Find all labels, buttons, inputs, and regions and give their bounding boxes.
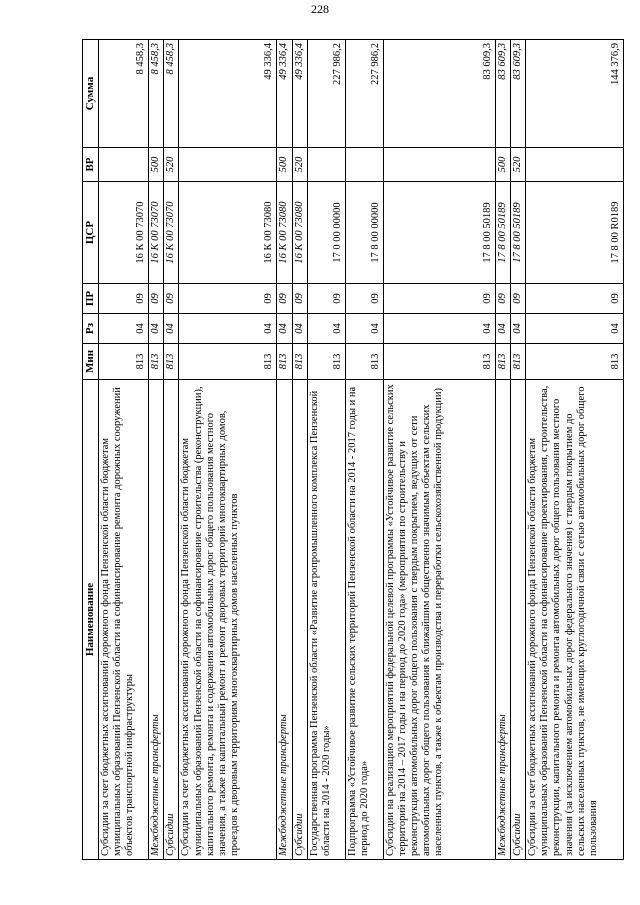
row-rz: 04 <box>179 314 277 344</box>
row-sum: 8 458,3 <box>149 40 164 148</box>
row-min: 813 <box>307 344 345 380</box>
row-min: 813 <box>149 344 164 380</box>
row-sum: 83 609,3 <box>495 40 510 148</box>
row-vr <box>307 148 345 182</box>
row-pr: 09 <box>164 284 179 314</box>
row-pr: 09 <box>526 284 624 314</box>
row-vr <box>345 148 383 182</box>
header-rz: Рз <box>83 314 99 344</box>
table-row <box>345 40 383 860</box>
row-csr: 16 К 00 73080 <box>292 182 307 284</box>
row-csr: 17 8 00 R0189 <box>526 182 624 284</box>
row-min: 813 <box>383 344 495 380</box>
row-vr <box>99 148 149 182</box>
row-name: Субсидии за счет бюджетных ассигнований дорожного фонда Пензенской области бюджетам муниципальных образований Пензенской области на софинансирование проектирования, строительства, реконструкции, капитального ремонта и ремонта автомобильных дорог общего пользования местного значения (за исключением автомобильных дорог федерального значения) с твердым покрытием до сельских населенных пунктов, не имеющих круглогодичной связи с сетью автомобильных дорог общего пользования <box>526 380 624 860</box>
row-min: 813 <box>164 344 179 380</box>
row-csr: 17 8 00 00000 <box>345 182 383 284</box>
row-sum: 83 609,3 <box>510 40 525 148</box>
row-rz: 04 <box>149 314 164 344</box>
header-min: Мин <box>83 344 99 380</box>
header-csr: ЦСР <box>83 182 99 284</box>
row-pr: 09 <box>149 284 164 314</box>
row-sum: 227 986,2 <box>345 40 383 148</box>
row-pr: 09 <box>277 284 292 314</box>
row-name: Субсидии за счет бюджетных ассигнований дорожного фонда Пензенской области бюджетам муниципальных образований Пензенской области на софинансирование ремонта дорожных сооружений объектов транспортной инфраструктуры <box>99 380 149 860</box>
budget-table <box>82 39 624 860</box>
row-vr <box>179 148 277 182</box>
row-vr <box>383 148 495 182</box>
row-rz: 04 <box>277 314 292 344</box>
row-name: Субсидии <box>164 380 179 860</box>
row-pr: 09 <box>383 284 495 314</box>
row-name: Государственная программа Пензенской области «Развитие агропромышленного комплекса Пензенской области на 2014 - 2020 годы» <box>307 380 345 860</box>
header-name: Наименование <box>83 380 99 860</box>
row-vr: 520 <box>292 148 307 182</box>
row-name: Межбюджетные трансферты <box>495 380 510 860</box>
row-name: Субсидии за счет бюджетных ассигнований дорожного фонда Пензенской области бюджетам муниципальных образований Пензенской области на софинансирование строительства (реконструкции), капитального ремонта, ремонта и содержания автомобильных дорог общего пользования местного значения, а также на капитальный ремонт и ремонт дворовых территорий многоквартирных домов, проездов к дворовым территориям многоквартирных домов населенных пунктов <box>179 380 277 860</box>
table-row <box>164 40 179 860</box>
table-row <box>277 40 292 860</box>
table-row <box>307 40 345 860</box>
table-row <box>292 40 307 860</box>
header-pr: ПР <box>83 284 99 314</box>
row-csr: 16 К 00 73070 <box>99 182 149 284</box>
table-row <box>99 40 149 860</box>
row-rz: 04 <box>164 314 179 344</box>
row-pr: 09 <box>495 284 510 314</box>
row-pr: 09 <box>510 284 525 314</box>
row-sum: 49 336,4 <box>277 40 292 148</box>
row-pr: 09 <box>99 284 149 314</box>
page-number: 228 <box>311 2 329 16</box>
row-vr: 500 <box>495 148 510 182</box>
row-rz: 04 <box>292 314 307 344</box>
row-min: 813 <box>510 344 525 380</box>
row-csr: 17 0 00 00000 <box>307 182 345 284</box>
row-csr: 17 8 00 50189 <box>495 182 510 284</box>
row-vr: 500 <box>149 148 164 182</box>
row-min: 813 <box>179 344 277 380</box>
row-sum: 144 376,9 <box>526 40 624 148</box>
row-name: Субсидии <box>510 380 525 860</box>
row-csr: 16 К 00 73080 <box>179 182 277 284</box>
row-sum: 49 336,4 <box>292 40 307 148</box>
table-row <box>510 40 525 860</box>
row-csr: 17 8 00 50189 <box>383 182 495 284</box>
row-sum: 83 609,3 <box>383 40 495 148</box>
row-min: 813 <box>526 344 624 380</box>
header-sum: Сумма <box>83 40 99 148</box>
row-min: 813 <box>99 344 149 380</box>
row-rz: 04 <box>99 314 149 344</box>
row-sum: 8 458,3 <box>164 40 179 148</box>
row-csr: 16 К 00 73070 <box>149 182 164 284</box>
row-csr: 16 К 00 73080 <box>277 182 292 284</box>
row-vr: 520 <box>164 148 179 182</box>
row-min: 813 <box>277 344 292 380</box>
row-rz: 04 <box>383 314 495 344</box>
table-row <box>526 40 624 860</box>
row-name: Межбюджетные трансферты <box>149 380 164 860</box>
row-name: Подпрограмма «Устойчивое развитие сельских территорий Пензенской области на 2014 - 2017 годы и на период до 2020 года» <box>345 380 383 860</box>
row-rz: 04 <box>510 314 525 344</box>
row-min: 813 <box>345 344 383 380</box>
row-name: Субсидии <box>292 380 307 860</box>
row-vr: 500 <box>277 148 292 182</box>
row-rz: 04 <box>495 314 510 344</box>
header-vr: ВР <box>83 148 99 182</box>
table-row <box>495 40 510 860</box>
row-vr: 520 <box>510 148 525 182</box>
row-rz: 04 <box>526 314 624 344</box>
row-name: Субсидии на реализацию мероприятий федеральной целевой программы «Устойчивое развитие сельских территорий на 2014 – 2017 годы и на период до 2020 года» (мероприятия по строительству и реконструкции автомобильных дорог общего пользования с твердым покрытием, ведущих от сети автомобильных дорог общего пользования к ближайшим общественно значимым объектам сельских населенных пунктов, а также к объектам производства и переработки сельскохозяйственной продукции) <box>383 380 495 860</box>
row-pr: 09 <box>179 284 277 314</box>
row-rz: 04 <box>307 314 345 344</box>
row-min: 813 <box>292 344 307 380</box>
row-rz: 04 <box>345 314 383 344</box>
row-min: 813 <box>495 344 510 380</box>
table-header-row <box>83 40 99 860</box>
row-vr <box>526 148 624 182</box>
row-sum: 8 458,3 <box>99 40 149 148</box>
rotated-table-container <box>82 40 621 860</box>
row-csr: 16 К 00 73070 <box>164 182 179 284</box>
row-pr: 09 <box>307 284 345 314</box>
row-csr: 17 8 00 50189 <box>510 182 525 284</box>
row-sum: 227 986,2 <box>307 40 345 148</box>
row-pr: 09 <box>292 284 307 314</box>
table-row <box>149 40 164 860</box>
row-sum: 49 336,4 <box>179 40 277 148</box>
table-row <box>179 40 277 860</box>
row-pr: 09 <box>345 284 383 314</box>
row-name: Межбюджетные трансферты <box>277 380 292 860</box>
table-row <box>383 40 495 860</box>
